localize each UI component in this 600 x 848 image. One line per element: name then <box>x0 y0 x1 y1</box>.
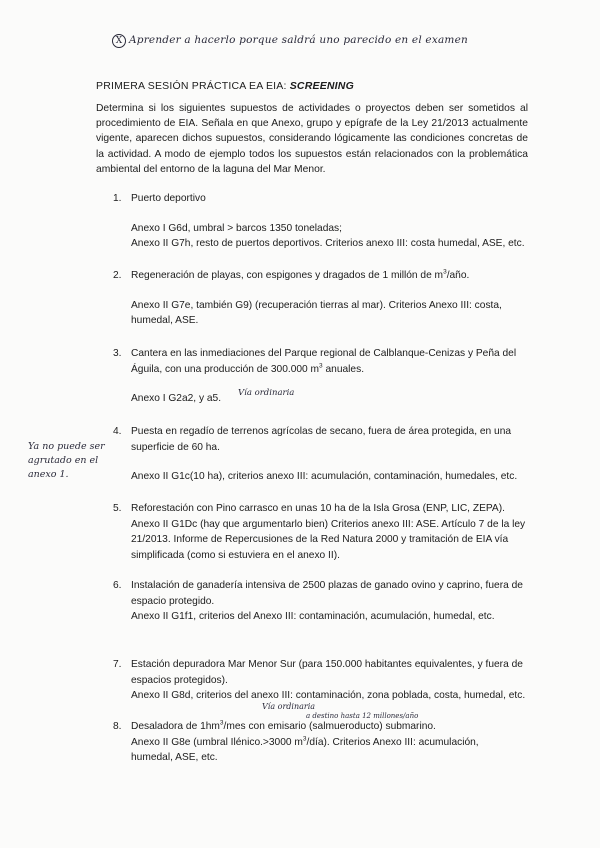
item-line: Anexo II G7e, también G9) (recuperación tierras al mar). Criterios Anexo III: costa, <box>131 299 502 311</box>
item-number: 7. <box>113 659 122 670</box>
intro-paragraph: Determina si los siguientes supuestos de actividades o proyectos deben ser sometidos al procedimiento de EIA. Señala en que Anexo, grupo y epígrafe de la Ley 21/2013 actualmente vigente, aparecen dichos supuestos, considerando lógicamente las condiciones concretas de la actividad. A modo de ejemplo todos los supuestos están relacionados con la problemática ambiental del entorno de la laguna del Mar Menor. <box>96 103 528 175</box>
item-line: Anexo II G1Dc (hay que argumentarlo bien) Criterios anexo III: ASE. Artículo 7 de la ley <box>131 518 526 530</box>
item-number: 4. <box>113 426 122 437</box>
handwritten-note-item8: Vía ordinaria <box>262 702 316 711</box>
handwritten-note-item8-detail: a destino hasta 12 millones/año <box>306 712 419 720</box>
list-item-8 <box>113 719 531 766</box>
handwritten-top-text: Aprender a hacerlo porque saldrá uno parecido en el examen <box>129 34 468 46</box>
item-line: 21/2013. Informe de Repercusiones de la Red Natura 2000 y tramitación de EIA vía <box>131 534 509 545</box>
title-prefix: PRIMERA SESIÓN PRÁCTICA EA EIA: <box>96 80 287 92</box>
item-title: Regeneración de playas, con espigones y dragados de 1 millón de $m^3$/año. <box>131 268 470 281</box>
item-number: 5. <box>113 503 122 514</box>
item-title: Cantera en las inmediaciones del Parque regional de Calblanque-Cenizas y Peña del Águila, con una producción de 300.000 $m^3$ anuales. <box>131 348 517 375</box>
item-number: 6. <box>113 580 122 591</box>
item-title: Reforestación con Pino carrasco en unas 10 ha de la Isla Grosa (ENP, LIC, ZEPA). <box>131 503 505 514</box>
handwritten-note-item3: Vía ordinaria <box>238 388 295 398</box>
handwritten-top-note <box>112 34 468 48</box>
item-line: Anexo II G1f1, criterios del Anexo III: contaminación, acumulación, humedal, etc. <box>131 611 495 622</box>
list-item-1 <box>113 191 531 252</box>
title-emphasis: SCREENING <box>289 80 354 92</box>
circled-x-mark: X <box>112 34 126 48</box>
item-line: simplificada (como si estuviera en el anexo II). <box>131 549 340 561</box>
list-item-6 <box>113 578 526 625</box>
item-line: Anexo I G6d, umbral > barcos 1350 toneladas; <box>131 222 342 234</box>
item-title: Desaladora de $1hm^3$/mes con emisario (salmueroducto) submarino. <box>131 719 436 732</box>
item-line: Anexo II G1c(10 ha), criterios anexo III: acumulación, contaminación, humedales, etc. <box>131 471 518 482</box>
item-title: Instalación de ganadería intensiva de 2500 plazas de ganado ovino y caprino, fuera de espacio protegido. <box>131 580 523 607</box>
item-number: 2. <box>113 270 122 281</box>
list-item-7 <box>113 657 526 704</box>
item-number: 1. <box>113 193 122 204</box>
item-title: Puerto deportivo <box>131 193 206 204</box>
item-line: Anexo II G8d, criterios del anexo III: contaminación, zona poblada, costa, humedal, etc. <box>131 690 526 701</box>
item-line: Anexo II G7h, resto de puertos deportivos. Criterios anexo III: costa humedal, ASE, etc. <box>131 238 525 249</box>
item-title: Estación depuradora Mar Menor Sur (para 150.000 habitantes equivalentes, y fuera de espacios protegidos). <box>131 659 523 686</box>
item-line: Anexo II G8e (umbral Ilénico.>3000 $m^3/día$). Criterios Anexo III: acumulación, <box>131 735 479 748</box>
item-line: Anexo I G2a2, y a5. <box>131 393 222 404</box>
document-title <box>96 80 354 92</box>
item-line: humedal, ASE. <box>131 315 199 326</box>
item-title: Puesta en regadío de terrenos agrícolas de secano, fuera de área protegida, en una superficie de 60 ha. <box>131 426 512 453</box>
list-item-2 <box>113 268 531 329</box>
handwritten-margin-note: Ya no puede ser agrutado en el anexo 1. <box>28 441 105 480</box>
item-number: 3. <box>113 348 122 359</box>
list-item-5 <box>113 501 531 563</box>
list-item-4 <box>113 424 523 485</box>
item-line: humedal, ASE, etc. <box>131 752 218 763</box>
list-item-3 <box>113 346 526 407</box>
item-number: 8. <box>113 721 122 732</box>
